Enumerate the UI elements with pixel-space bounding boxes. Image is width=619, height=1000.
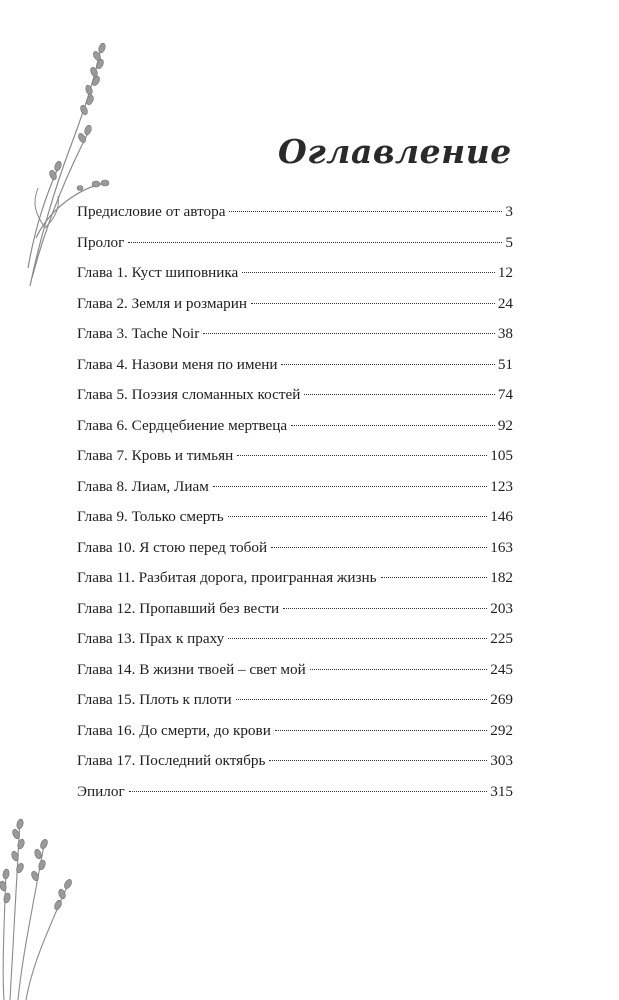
- dot-leader: [381, 577, 488, 578]
- toc-entry: [77, 441, 513, 472]
- toc-entry: [77, 746, 513, 777]
- toc-entry-page: 92: [497, 416, 513, 434]
- toc-entry: [77, 350, 513, 381]
- dot-leader: [228, 638, 487, 639]
- dot-leader: [128, 242, 502, 243]
- toc-entry-title: Предисловие от автора: [77, 203, 226, 220]
- toc-entry-title: Глава 14. В жизни твоей – свет мой: [77, 660, 306, 678]
- toc-entry-page: 203: [490, 599, 513, 617]
- toc-entry: [77, 319, 513, 350]
- toc-entry: [77, 228, 513, 259]
- dot-leader: [304, 394, 494, 395]
- toc-entry-title: Глава 15. Плоть к плоти: [77, 691, 232, 708]
- toc-entry-title: Глава 6. Сердцебиение мертвеца: [77, 416, 288, 434]
- lavender-bouquet-icon: [0, 810, 85, 1000]
- toc-entry: [77, 685, 513, 716]
- toc-entry-title: Глава 1. Куст шиповника: [77, 264, 239, 281]
- toc-entry: [77, 502, 513, 533]
- dot-leader: [251, 303, 495, 304]
- toc-entry-page: 24: [497, 294, 513, 312]
- toc-entry: [77, 563, 513, 594]
- toc-entry-title: Глава 10. Я стою перед тобой: [77, 538, 268, 556]
- toc-entry-page: 5: [505, 233, 513, 251]
- toc-entry-title: Глава 9. Только смерть: [77, 508, 224, 525]
- toc-entry-title: Глава 11. Разбитая дорога, проигранная жизнь: [77, 569, 377, 586]
- toc-entry-page: 245: [490, 660, 513, 678]
- toc-entry: [77, 411, 513, 442]
- dot-leader: [281, 364, 494, 365]
- toc-entry-page: 146: [490, 508, 513, 525]
- toc-entry-page: 182: [490, 569, 513, 586]
- page-title: Оглавление: [278, 132, 512, 172]
- dot-leader: [129, 791, 488, 792]
- toc-entry-title: Глава 16. До смерти, до крови: [77, 721, 271, 739]
- toc-entry-title: Глава 2. Земля и розмарин: [77, 294, 247, 312]
- toc-entry: [77, 716, 513, 747]
- toc-entry-title: Глава 3. Tache Noir: [77, 325, 200, 342]
- dot-leader: [271, 547, 487, 548]
- dot-leader: [291, 425, 495, 426]
- toc-entry-title: Глава 8. Лиам, Лиам: [77, 477, 209, 495]
- toc-entry-page: 225: [490, 630, 513, 647]
- table-of-contents: [77, 197, 513, 807]
- toc-entry-page: 38: [497, 325, 513, 342]
- toc-entry: [77, 777, 513, 808]
- toc-entry-title: Глава 12. Пропавший без вести: [77, 599, 280, 617]
- dot-leader: [229, 211, 502, 212]
- dot-leader: [228, 516, 487, 517]
- dot-leader: [236, 699, 488, 700]
- toc-entry-title: Пролог: [77, 233, 125, 251]
- toc-entry-title: Глава 5. Поэзия сломанных костей: [77, 386, 301, 403]
- toc-entry-page: 74: [497, 386, 513, 403]
- toc-entry-title: Глава 17. Последний октябрь: [77, 752, 266, 769]
- toc-entry: [77, 533, 513, 564]
- toc-entry-page: 105: [490, 447, 513, 464]
- dot-leader: [203, 333, 494, 334]
- toc-entry-page: 315: [490, 782, 513, 800]
- dot-leader: [275, 730, 487, 731]
- toc-entry-title: Глава 7. Кровь и тимьян: [77, 447, 234, 464]
- toc-entry: [77, 197, 513, 228]
- toc-entry-page: 51: [497, 355, 513, 373]
- toc-entry-page: 3: [505, 203, 513, 220]
- toc-entry-title: Эпилог: [77, 782, 125, 800]
- dot-leader: [310, 669, 488, 670]
- dot-leader: [242, 272, 495, 273]
- toc-entry-title: Глава 4. Назови меня по имени: [77, 355, 278, 373]
- toc-entry-page: 292: [490, 721, 513, 739]
- toc-entry-title: Глава 13. Прах к праху: [77, 630, 225, 647]
- toc-entry-page: 269: [490, 691, 513, 708]
- toc-entry: [77, 380, 513, 411]
- toc-entry-page: 163: [490, 538, 513, 556]
- toc-entry: [77, 624, 513, 655]
- toc-entry: [77, 594, 513, 625]
- dot-leader: [213, 486, 487, 487]
- toc-entry-page: 12: [497, 264, 513, 281]
- toc-entry: [77, 289, 513, 320]
- dot-leader: [283, 608, 487, 609]
- toc-entry-page: 123: [490, 477, 513, 495]
- dot-leader: [237, 455, 487, 456]
- toc-entry: [77, 258, 513, 289]
- toc-entry-page: 303: [490, 752, 513, 769]
- toc-entry: [77, 655, 513, 686]
- dot-leader: [269, 760, 487, 761]
- toc-entry: [77, 472, 513, 503]
